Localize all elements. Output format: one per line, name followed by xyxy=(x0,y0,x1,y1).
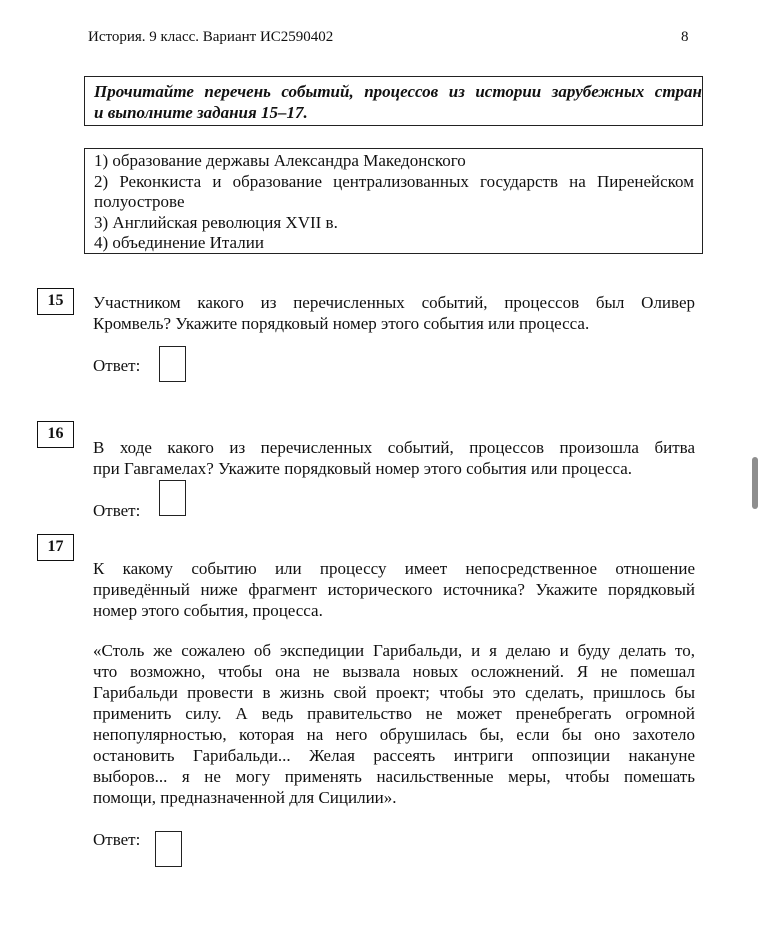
scrollbar-thumb[interactable] xyxy=(752,457,758,509)
answer-label-17: Ответ: xyxy=(93,830,141,849)
quote-line: остановить Гарибальди... Желая рассеять интриги оппозиции накануне xyxy=(93,746,695,765)
question-line: Участником какого из перечисленных событий, процессов был Оливер xyxy=(93,293,695,312)
question-line: при Гавгамелах? Укажите порядковый номер этого события или процесса. xyxy=(93,459,633,478)
answer-label-16: Ответ: xyxy=(93,501,141,520)
quote-line: применить силу. А ведь правительство не может пренебрегать огромной xyxy=(93,704,695,723)
question-line: номер этого события, процесса. xyxy=(93,601,323,620)
quote-line: «Столь же сожалею об экспедиции Гарибальди, и я делаю и буду делать то, xyxy=(93,641,695,660)
quote-line: помощи, предназначенной для Сицилии». xyxy=(93,788,397,807)
event-item: 3) Английская революция XVII в. xyxy=(94,212,338,232)
answer-label-15: Ответ: xyxy=(93,356,141,375)
answer-field-16[interactable] xyxy=(159,480,186,516)
answer-field-17[interactable] xyxy=(155,831,182,867)
quote-line: выборов... я не могу применять насильственные меры, чтобы помешать xyxy=(93,767,695,786)
instruction-line: Прочитайте перечень событий, процессов из истории зарубежных стран xyxy=(94,82,702,101)
quote-line: Гарибальди провести в жизнь свой проект; чтобы это сделать, пришлось бы xyxy=(93,683,695,702)
question-line: приведённый ниже фрагмент исторического источника? Укажите порядковый xyxy=(93,580,695,599)
question-line: К какому событию или процессу имеет непосредственное отношение xyxy=(93,559,695,578)
question-line: В ходе какого из перечисленных событий, процессов произошла битва xyxy=(93,438,695,457)
instruction-line: и выполните задания 15–17. xyxy=(94,103,308,122)
question-number-15: 15 xyxy=(37,288,74,315)
answer-field-15[interactable] xyxy=(159,346,186,382)
instruction-box xyxy=(84,76,703,126)
event-item: 2) Реконкиста и образование централизованных государств на Пиренейском xyxy=(94,171,694,191)
source-quote xyxy=(93,640,695,808)
quote-line: что возможно, чтобы она не вызвала новых осложнений. Я не помешал xyxy=(93,662,695,681)
question-line: Кромвель? Укажите порядковый номер этого события или процесса. xyxy=(93,314,590,333)
event-item: 1) образование державы Александра Македонского xyxy=(94,151,466,170)
quote-line: непопулярностью, которая на него обрушилась бы, если бы оно захотело xyxy=(93,725,695,744)
event-item-continuation: полуострове xyxy=(94,192,185,211)
question-number-16: 16 xyxy=(37,421,74,448)
page-number: 8 xyxy=(681,29,689,45)
question-number-17: 17 xyxy=(37,534,74,561)
question-17-text xyxy=(93,558,695,621)
events-list-box xyxy=(84,148,703,254)
event-item: 4) объединение Италии xyxy=(94,233,264,252)
question-16-text xyxy=(93,437,695,479)
question-15-text xyxy=(93,292,695,334)
document-title: История. 9 класс. Вариант ИС2590402 xyxy=(88,29,334,45)
